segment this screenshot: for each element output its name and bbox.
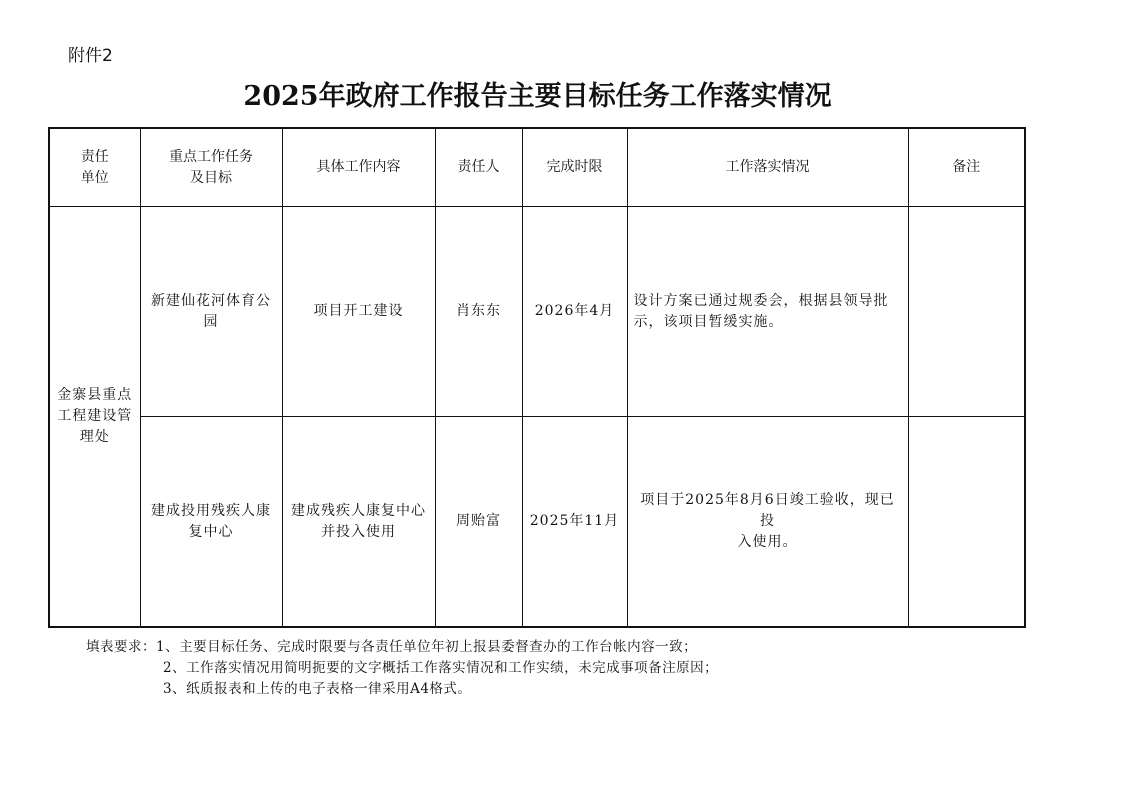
deadline-cell: 2025年11月 xyxy=(522,417,627,628)
requirement-line-2: 2、工作落实情况用简明扼要的文字概括工作落实情况和工作实绩，未完成事项备注原因； xyxy=(163,660,719,676)
remark-cell xyxy=(908,207,1025,417)
header-responsible-person: 责任人 xyxy=(435,128,522,207)
deadline-cell: 2026年4月 xyxy=(522,207,627,417)
header-implementation-status: 工作落实情况 xyxy=(627,128,908,207)
task-table xyxy=(48,127,1026,628)
header-remarks: 备注 xyxy=(908,128,1025,207)
header-key-task: 重点工作任务 及目标 xyxy=(140,128,282,207)
header-responsible-unit: 责任 单位 xyxy=(49,128,140,207)
attachment-label: 附件2 xyxy=(68,46,113,66)
table-row xyxy=(49,417,1025,628)
task-cell: 新建仙花河体育公 园 xyxy=(140,207,282,417)
page-title: 2025年政府工作报告主要目标任务工作落实情况 xyxy=(243,81,832,112)
content-cell: 建成残疾人康复中心 并投入使用 xyxy=(282,417,435,628)
progress-cell: 项目于2025年8月6日竣工验收，现已投 入使用。 xyxy=(627,417,908,628)
person-cell: 肖东东 xyxy=(435,207,522,417)
table-header-row xyxy=(49,128,1025,207)
header-deadline: 完成时限 xyxy=(522,128,627,207)
remark-cell xyxy=(908,417,1025,628)
task-cell: 建成投用残疾人康 复中心 xyxy=(140,417,282,628)
content-cell: 项目开工建设 xyxy=(282,207,435,417)
requirement-line-3: 3、纸质报表和上传的电子表格一律采用A4格式。 xyxy=(163,681,472,697)
progress-cell: 设计方案已通过规委会，根据县领导批 示，该项目暂缓实施。 xyxy=(627,207,908,417)
table-row xyxy=(49,207,1025,417)
responsible-unit-cell: 金寨县重点 工程建设管 理处 xyxy=(49,207,140,628)
person-cell: 周贻富 xyxy=(435,417,522,628)
header-work-content: 具体工作内容 xyxy=(282,128,435,207)
fill-requirements xyxy=(86,637,718,700)
requirement-line-1: 填表要求：1、主要目标任务、完成时限要与各责任单位年初上报县委督查办的工作台帐内容一致； xyxy=(86,639,698,655)
